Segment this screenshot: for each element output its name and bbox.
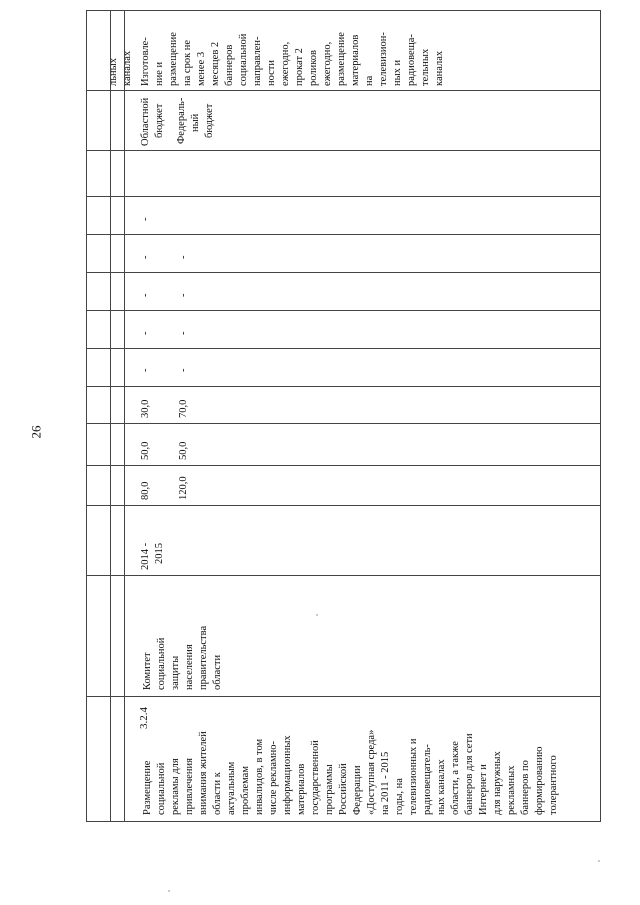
dash: - (140, 217, 151, 221)
activity-line: «Доступная среда» (366, 729, 377, 815)
result-line: на срок не (182, 39, 193, 86)
activity-line: программы (324, 764, 335, 815)
activity-line: рекламных (506, 765, 517, 815)
result-line: прокат 2 (294, 48, 305, 86)
activity-line: области, а также (450, 741, 461, 815)
col-separator-total (86, 423, 601, 424)
result-line: телевизион- (378, 32, 389, 86)
result-line: социальной (238, 33, 249, 86)
result-line: ности (266, 60, 277, 86)
activity-line: толерантного (548, 755, 559, 815)
result-line: каналах (434, 50, 445, 86)
col-separator (86, 150, 601, 151)
source-regional-line: Областной (140, 97, 151, 146)
table-border-top (86, 10, 601, 11)
dash: - (140, 255, 151, 259)
activity-line: Интернет и (478, 764, 489, 815)
executor-line: защиты (170, 655, 181, 690)
result-line: месяцев 2 (210, 41, 221, 86)
activity-line: информационных (282, 735, 293, 815)
activity-line: формированию (534, 746, 545, 815)
period-line: 2014 - (140, 542, 151, 570)
activity-line: годы, на (394, 778, 405, 815)
result-line: ежегодно, (280, 41, 291, 86)
activity-line: социальной (156, 762, 167, 815)
dash: - (178, 255, 189, 259)
row-divider (124, 10, 125, 822)
col-separator-index (86, 696, 601, 697)
result-line: тельных (420, 48, 431, 86)
activity-line: числе рекламно- (268, 740, 279, 815)
result-line: баннеров (224, 44, 235, 86)
row-divider (110, 10, 111, 822)
result-line: направлен- (252, 36, 263, 86)
dash: - (178, 368, 189, 372)
activity-line: Российской (338, 763, 349, 815)
executor-line: населения (184, 644, 195, 690)
source-regional-line: бюджет (154, 103, 165, 138)
activity-line: телевизионных и (408, 738, 419, 815)
page-number: 26 (28, 425, 44, 439)
source-federal-line: Федераль- (176, 97, 187, 144)
activity-line: ных каналах (436, 759, 447, 815)
result-line: роликов (308, 50, 319, 86)
source-federal-line: бюджет (204, 103, 215, 138)
col-separator (86, 196, 601, 197)
dash: - (178, 293, 189, 297)
activity-line: баннеров по (520, 760, 531, 815)
dash: - (178, 331, 189, 335)
result-line: материалов (350, 34, 361, 86)
activity-line: Размещение (142, 760, 153, 815)
scan-speck (598, 860, 600, 862)
result-line: размещение (168, 32, 179, 86)
activity-line: баннеров для сети (464, 733, 475, 815)
row-index: 3.2.4 (138, 707, 150, 729)
table-border-bottom (86, 821, 601, 822)
col-separator (86, 234, 601, 235)
activity-line: области к (212, 772, 223, 815)
activity-line: актуальным (226, 761, 237, 815)
activity-line: привлечения (184, 758, 195, 815)
dash: - (140, 331, 151, 335)
period-line: 2015 (154, 543, 165, 564)
activity-line: для наружных (492, 751, 503, 815)
activity-line: внимания жителей (198, 731, 209, 815)
result-line: радиовеща- (406, 34, 417, 86)
col-separator (86, 272, 601, 273)
source-federal-line: ный (190, 113, 201, 132)
prev-row-line: льных (108, 58, 119, 86)
year2-regional: 30,0 (140, 399, 151, 418)
executor-line: правительства (198, 625, 209, 690)
total-regional: 80,0 (140, 481, 151, 500)
result-line: ежегодно, (322, 41, 333, 86)
activity-line: радиовещатель- (422, 744, 433, 815)
table-border-right (600, 10, 601, 822)
col-separator-year2 (86, 348, 601, 349)
executor-line: Комитет (142, 652, 153, 690)
col-separator-year1 (86, 386, 601, 387)
col-separator-executor (86, 505, 601, 506)
year1-federal: 50,0 (178, 441, 189, 460)
activity-line: государственной (310, 740, 321, 815)
dash: - (140, 293, 151, 297)
table-border-left (86, 10, 87, 822)
executor-line: социальной (156, 637, 167, 690)
col-separator-period (86, 465, 601, 466)
year2-federal: 70,0 (178, 399, 189, 418)
executor-line: области (212, 654, 223, 690)
col-separator-source (86, 90, 601, 91)
result-line: на (364, 75, 375, 86)
activity-line: инвалидов, в том (254, 738, 265, 815)
scan-speck (168, 890, 170, 892)
activity-line: рекламы для (170, 758, 181, 815)
year1-regional: 50,0 (140, 441, 151, 460)
rotated-program-table (86, 10, 601, 822)
result-line: ных и (392, 59, 403, 86)
dash: - (140, 368, 151, 372)
result-line: размещение (336, 32, 347, 86)
total-federal: 120,0 (178, 476, 189, 500)
scan-speck (316, 614, 318, 616)
result-line: ние и (154, 61, 165, 86)
activity-line: материалов (296, 763, 307, 815)
activity-line: на 2011 - 2015 (380, 751, 391, 815)
col-separator (86, 310, 601, 311)
prev-row-line: каналах (122, 50, 133, 86)
col-separator-activity (86, 575, 601, 576)
result-line: Изготовле- (140, 37, 151, 86)
result-line: менее 3 (196, 51, 207, 86)
activity-line: проблемам (240, 766, 251, 815)
activity-line: Федерации (352, 765, 363, 815)
